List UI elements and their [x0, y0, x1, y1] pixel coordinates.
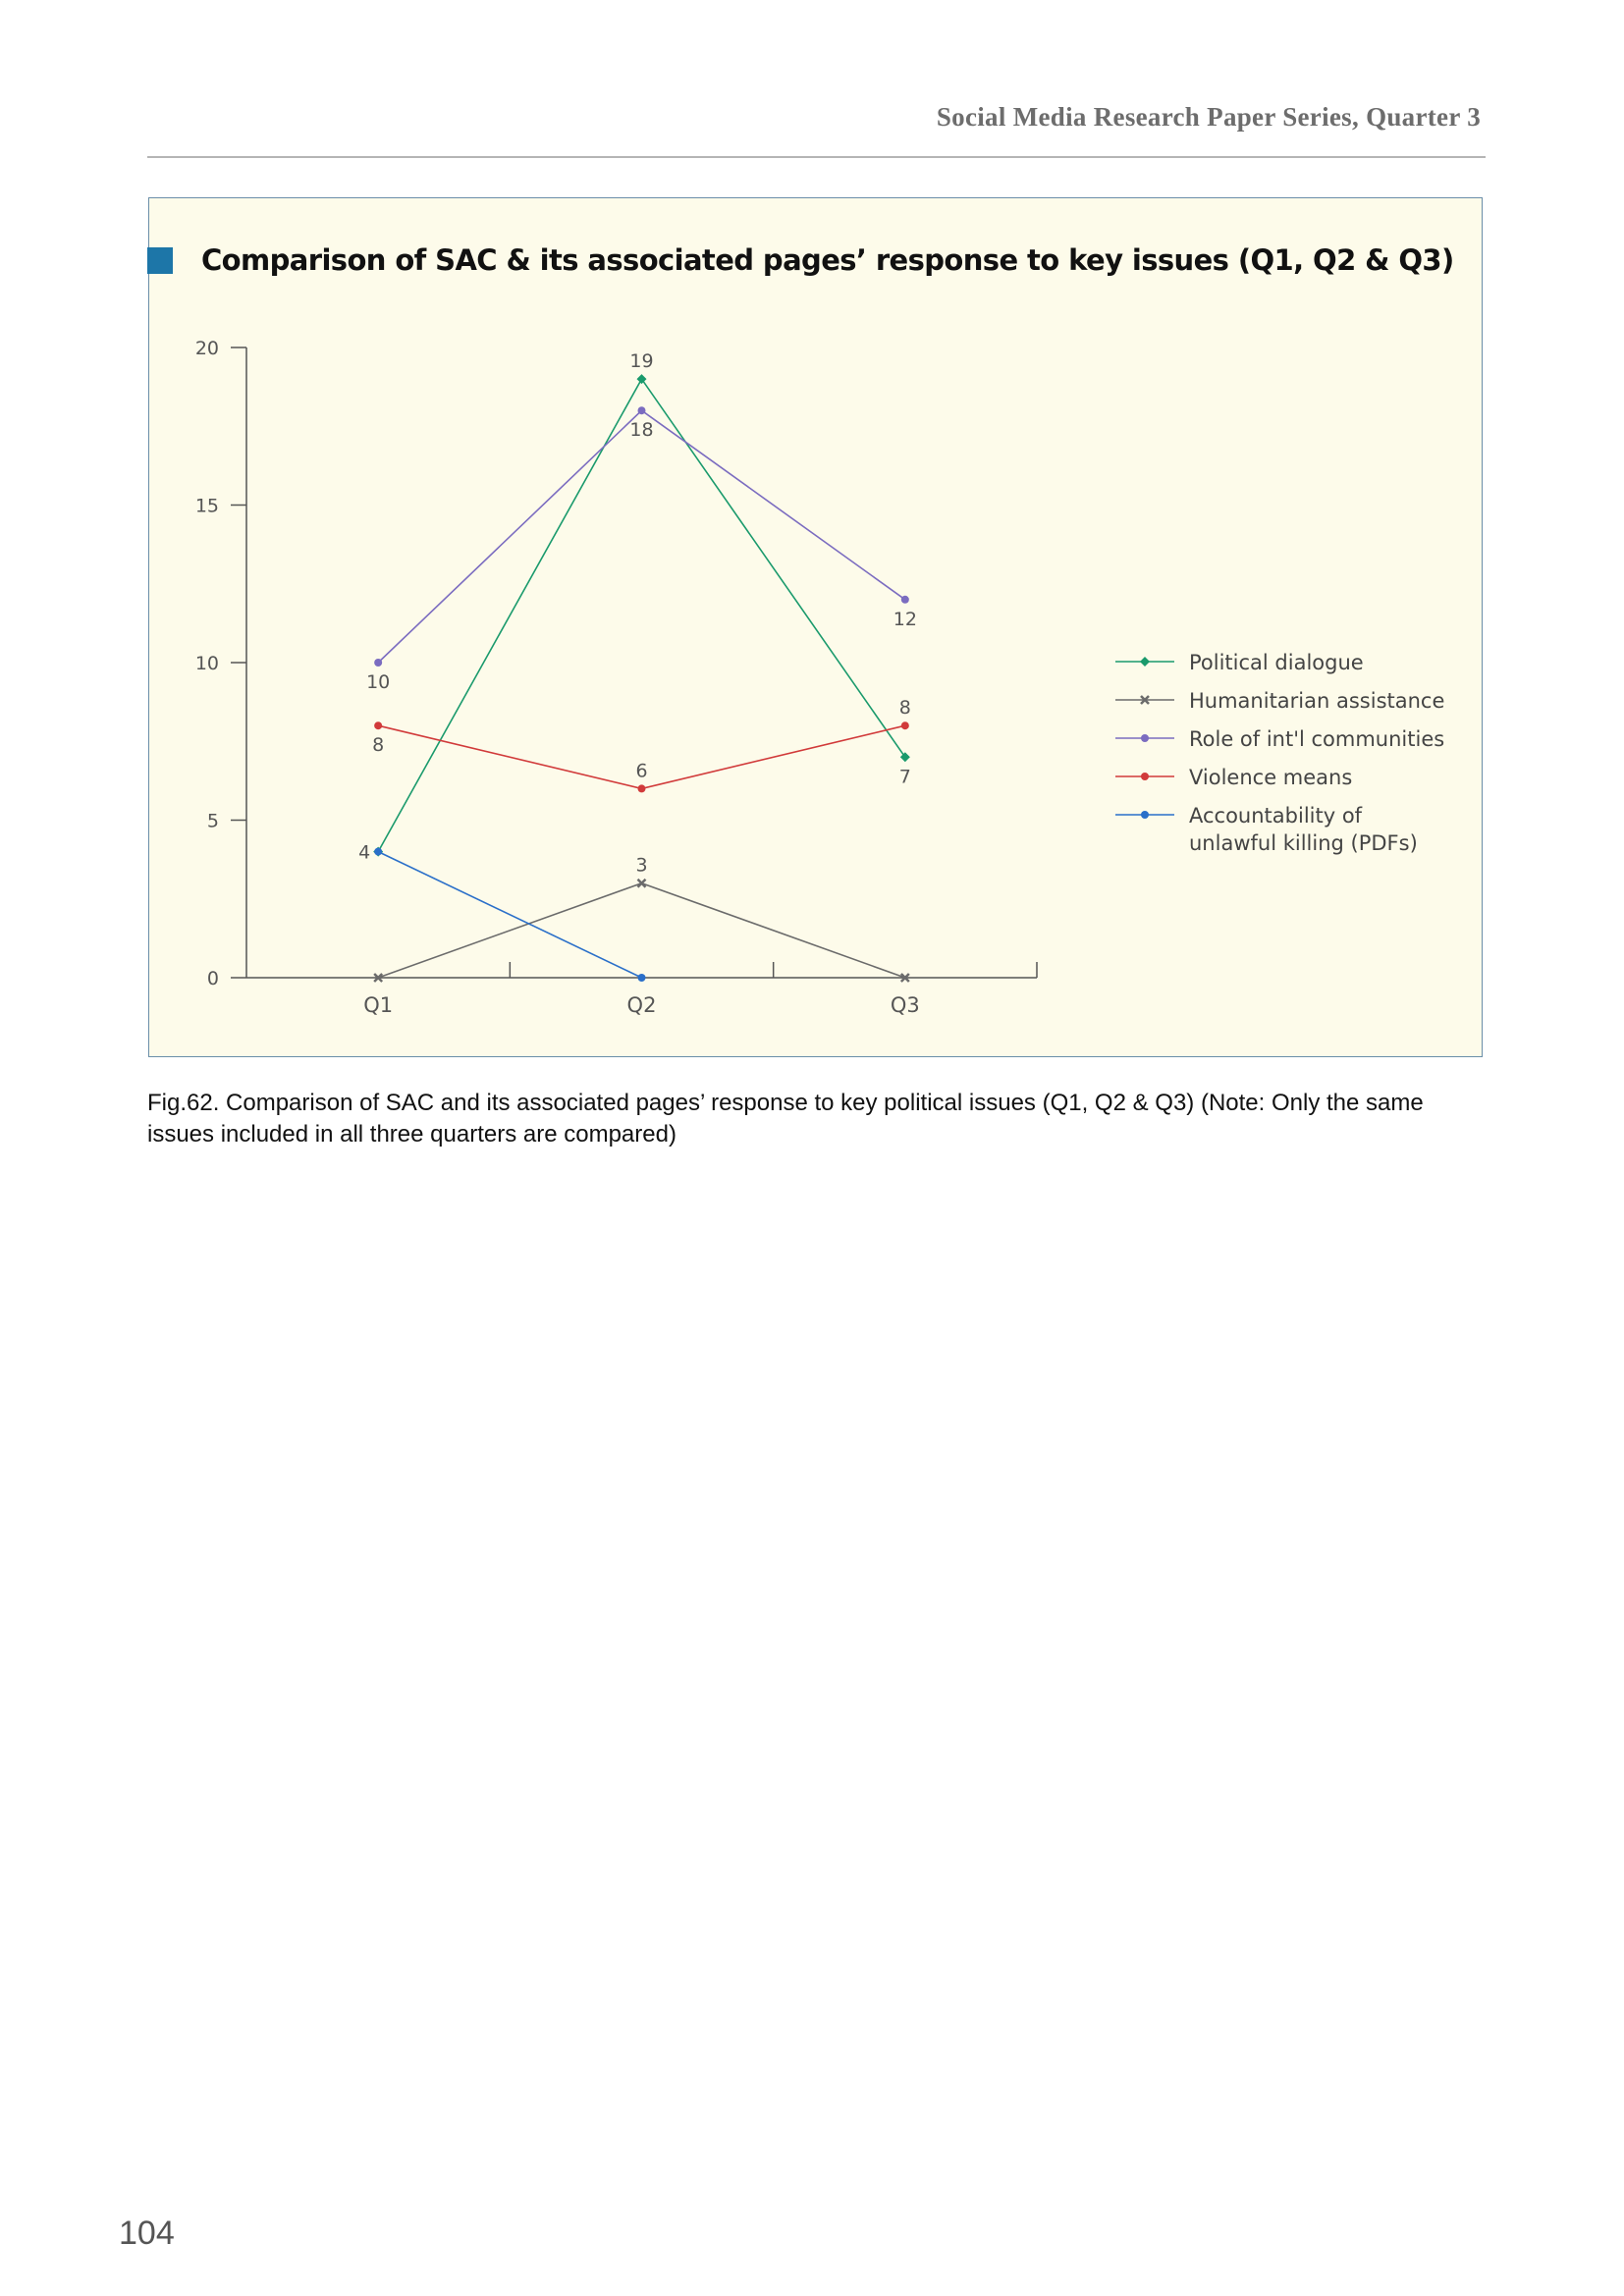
- page-number: 104: [119, 2215, 175, 2252]
- data-label: 8: [898, 697, 911, 720]
- legend-label: Humanitarian assistance: [1189, 689, 1445, 713]
- data-point: [374, 721, 382, 729]
- legend-marker: [1140, 657, 1150, 667]
- data-label: 7: [898, 766, 911, 788]
- data-point: [374, 659, 382, 667]
- data-point: [638, 784, 646, 792]
- line-chart: [0, 0, 1624, 1080]
- data-label: 6: [635, 760, 648, 782]
- legend-marker: [1141, 811, 1149, 819]
- data-point: [638, 974, 646, 982]
- data-point: [374, 848, 382, 856]
- data-point: [638, 880, 646, 887]
- x-tick-label: Q1: [363, 993, 394, 1017]
- y-tick-label: 10: [194, 653, 219, 674]
- legend-label: Violence means: [1189, 766, 1353, 789]
- chart-title: Comparison of SAC & its associated pages’ response to key issues (Q1, Q2 & Q3): [201, 243, 1454, 277]
- data-label: 4: [358, 841, 371, 864]
- data-label: 19: [629, 350, 654, 373]
- y-tick-label: 0: [206, 968, 219, 989]
- data-label: 8: [372, 734, 385, 757]
- y-tick-label: 15: [194, 495, 219, 517]
- data-label: 3: [635, 854, 648, 877]
- figure-caption: Fig.62. Comparison of SAC and its associated pages’ response to key political issues (Q1, Q2 & Q3) (Note: Only the same issues included in all three quarters are compared): [147, 1090, 1424, 1148]
- data-point: [901, 596, 909, 604]
- series-line: [378, 883, 905, 978]
- running-head: Social Media Research Paper Series, Quarter 3: [936, 102, 1481, 132]
- legend-marker: [1141, 734, 1149, 742]
- series-line: [378, 852, 641, 978]
- data-label: 12: [893, 608, 917, 630]
- data-label: 18: [629, 419, 654, 442]
- data-point: [900, 752, 910, 762]
- legend-label: Accountability of unlawful killing (PDFs): [1189, 804, 1418, 855]
- legend-marker: [1141, 773, 1149, 780]
- series-line: [378, 410, 905, 663]
- data-label: 10: [366, 671, 391, 693]
- y-tick-label: 5: [206, 810, 219, 832]
- y-tick-label: 20: [194, 338, 219, 359]
- legend-label: Role of int'l communities: [1189, 727, 1445, 751]
- legend-label: Political dialogue: [1189, 651, 1364, 674]
- data-point: [637, 374, 647, 384]
- data-point: [638, 406, 646, 414]
- x-tick-label: Q2: [626, 993, 657, 1017]
- x-tick-label: Q3: [890, 993, 920, 1017]
- data-point: [901, 721, 909, 729]
